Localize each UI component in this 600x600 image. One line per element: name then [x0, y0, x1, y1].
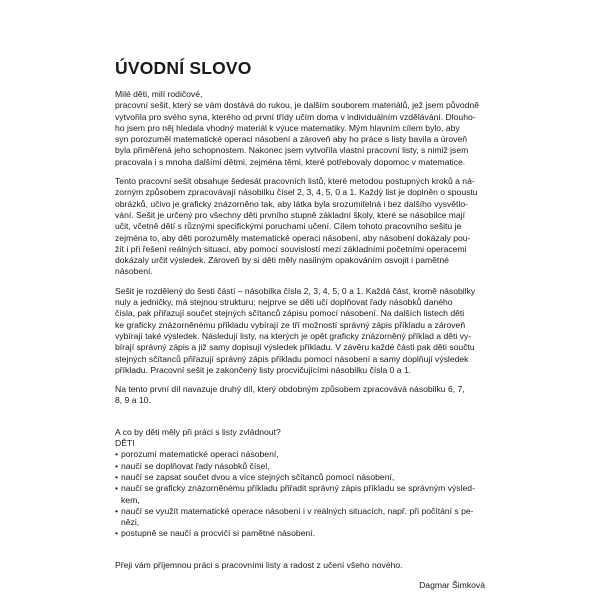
- text-line: zorným způsobem zpracovávají násobilku čísel 2, 3, 4, 5, 0 a 1. Každý list je doplněn o spoustu: [115, 187, 478, 198]
- intro-paragraph: [115, 89, 485, 168]
- page-title: ÚVODNÍ SLOVO: [115, 58, 252, 78]
- bullet-icon: •: [115, 528, 119, 539]
- text-line: stejných sčítanců přiřazují správný zápis příkladu pomocí násobení a samy doplňují výsledek: [115, 353, 469, 364]
- text-line: násobení.: [115, 266, 153, 277]
- list-item: [115, 506, 485, 529]
- document-page: [115, 58, 485, 591]
- greeting-line: Milé děti, milí rodičové,: [115, 89, 203, 99]
- structure-paragraph: [115, 286, 485, 376]
- text-line: nuly a jedničky, má stejnou strukturu: nejprve se děti učí doplňovat řady násobků daného: [115, 297, 453, 308]
- text-line: syn porozuměl matematické operaci násobení a zároveň aby ho práce s listy bavila a úroveň: [115, 134, 468, 145]
- author-signature: Dagmar Šimková: [419, 579, 485, 590]
- skills-question: A co by děti měly při práci s listy zvládnout?: [115, 426, 281, 437]
- text-line: žít i při řešení reálných situací, aby pomocí souvislostí mezi základními početními operacemi: [115, 243, 467, 254]
- bullet-icon: •: [115, 460, 119, 471]
- text-line: Na tento první díl navazuje druhý díl, který obdobným způsobem zpracovává násobilku 6, 7,: [115, 384, 465, 395]
- skills-section: [115, 427, 485, 450]
- text-line: Tento pracovní sešit obsahuje šedesát pracovních listů, které metodou postupných kroků a ná-: [115, 176, 475, 187]
- bullet-icon: •: [115, 483, 119, 494]
- text-line: vybírají také výsledek. Následují listy, na kterých je opět graficky znázorněný příklad a děti vy-: [115, 330, 472, 341]
- text-line: pracovní sešit, který se vám dostává do rukou, je dalším souborem materiálů, jež jsem původně: [115, 100, 479, 111]
- children-label: DĚTI: [115, 438, 135, 449]
- list-item: [115, 528, 485, 539]
- text-line: postupně se naučí a procvičí si pamětné násobení.: [121, 528, 315, 539]
- text-line: obrázků, učivo je graficky znázorněno tak, aby látka byla srozumitelná i bez dalšího vysvětlo-: [115, 198, 468, 209]
- text-line: naučí se zapsat součet dvou a více stejných sčítanců pomocí násobení,: [121, 471, 395, 482]
- text-line: nězi,: [121, 517, 140, 528]
- text-line: ho jsem pro něj hledala vhodný materiál k výuce matematiky. Mým hlavním cílem bylo, aby: [115, 122, 460, 133]
- text-line: zejména to, aby děti porozuměly matematické operaci násobení, aby násobení dokázaly pou-: [115, 232, 471, 243]
- text-line: příkladu. Pracovní sešit je zakončený listy procvičujícími násobilku čísla 0 a 1.: [115, 364, 412, 375]
- skills-list: [115, 449, 485, 539]
- closing-paragraph: [115, 560, 485, 571]
- text-line: naučí se graficky znázorněnému příkladu přiřadit správný zápis příkladu se správným výsled-: [121, 483, 475, 494]
- text-line: Sešit je rozdělený do šesti částí – násobilka čísla 2, 3, 4, 5, 0 a 1. Každá část, kromě násobilky: [115, 285, 476, 296]
- text-line: naučí se využít matematické operace násobení i v reálných situacích, např. při počítání s pe-: [121, 505, 474, 516]
- list-item: [115, 449, 485, 460]
- text-line: naučí se doplňovat řady násobků čísel,: [121, 460, 270, 471]
- text-line: učit, včetně dětí s různými specifickými poruchami učení. Cílem tohoto pracovního sešitu je: [115, 221, 462, 232]
- workbook-description-paragraph: [115, 176, 485, 278]
- closing-line: Přeji vám příjemnou práci s pracovními listy a radost z učení všeho nového.: [115, 559, 403, 570]
- list-item: [115, 483, 485, 506]
- bullet-icon: •: [115, 471, 119, 482]
- text-line: bírají správný zápis a již samy dopisují výsledek příkladu. V závěru každé části pak děti součtu: [115, 342, 475, 353]
- list-item: [115, 472, 485, 483]
- text-line: kem,: [121, 494, 140, 505]
- text-line: porozumí matematické operaci násobení,: [121, 449, 279, 460]
- text-line: dokázaly určit výsledek. Zároveň by si děti měly nasilným opakováním osvojit i pamětné: [115, 255, 449, 266]
- text-line: ke graficky znázorněnému příkladu vybírají ze tří možností správný zápis příkladu a zároveň: [115, 319, 466, 330]
- text-line: čísla, pak přiřazují součet stejných sčítanců zápisu pomocí násobení. Na dalších listech děti: [115, 308, 465, 319]
- text-line: 8, 9 a 10.: [115, 395, 151, 406]
- bullet-icon: •: [115, 449, 119, 460]
- sequel-paragraph: [115, 384, 485, 407]
- text-line: vytvořila pro svého syna, kterého od první třídy učím doma v individuálním vzdělávání. Dlouho-: [115, 111, 476, 122]
- text-line: pracovala i s mnoha dalšími dětmi, zejména těmi, které potřebovaly dopomoc v matematice.: [115, 156, 466, 167]
- list-item: [115, 461, 485, 472]
- text-line: byla přiměřená jeho schopnostem. Nakonec jsem vytvořila vlastní pracovní listy, s nimiž jsem: [115, 145, 469, 156]
- bullet-icon: •: [115, 505, 119, 516]
- text-line: vání. Sešit je určený pro všechny děti prvního stupně základní školy, které se násobilce mají: [115, 209, 465, 220]
